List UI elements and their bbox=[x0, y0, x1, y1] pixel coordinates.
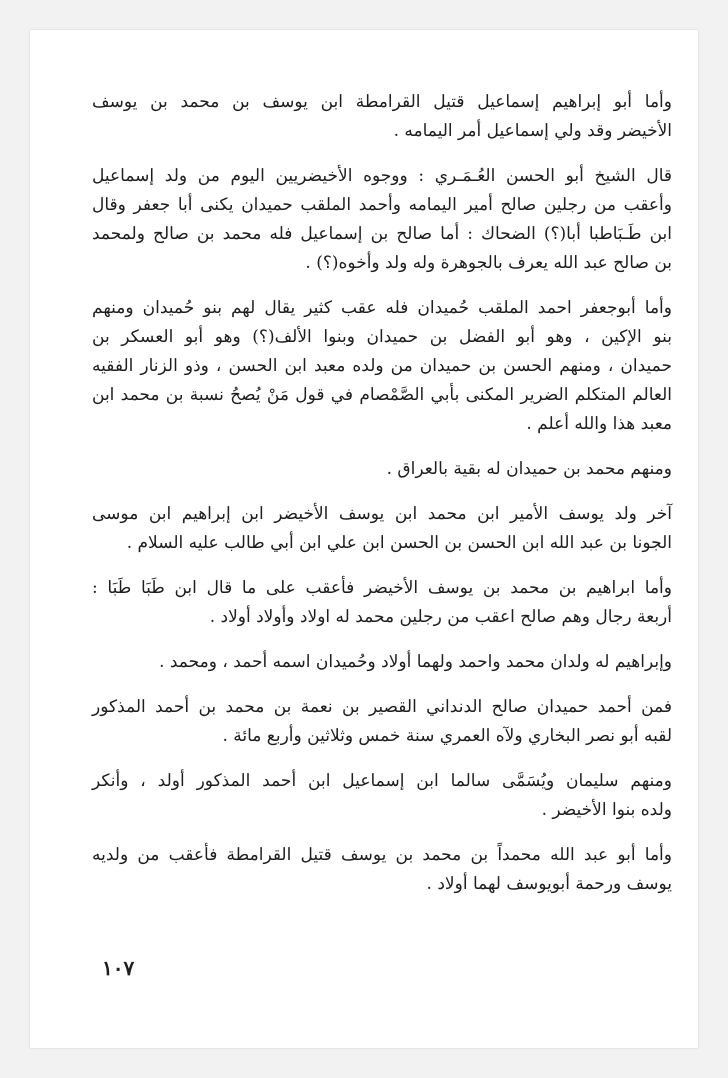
paragraph bbox=[92, 767, 672, 825]
text-line: ولده بنوا الأخيضر . bbox=[541, 800, 672, 820]
paragraph bbox=[92, 574, 672, 632]
paragraph bbox=[92, 88, 672, 146]
text-line: يوسف ورحمة أبويوسف لهما أولاد . bbox=[426, 874, 672, 894]
text-line: وأما أبوجعفر احمد الملقب حُميدان فله عقب كثير يقال لهم بنو حُميدان ومنهم bbox=[92, 298, 672, 318]
text-line: وأعقب من رجلين صالح أمير اليمامه وأحمد الملقب حميدان يكنى أبا جعفر وقال bbox=[92, 195, 672, 215]
text-line: أربعة رجال وهم صالح اعقب من رجلين محمد له اولاد وأولاد أولاد . bbox=[209, 607, 672, 627]
paragraph bbox=[92, 648, 672, 677]
text-line: معبد هذا والله أعلم . bbox=[526, 414, 672, 434]
text-line: ومنهم سليمان ويُسَمَّى سالما ابن إسماعيل ابن أحمد المذكور أولد ، وأنكر bbox=[92, 771, 672, 791]
text-line: بن صالح عبد الله يعرف بالجوهرة وله ولد وأخوه(؟) . bbox=[305, 253, 672, 273]
text-line: حميدان ، ومنهم الحسن بن حميدان من ولده معبد ابن الحسن ، وذو الزنار الفقيه bbox=[92, 356, 672, 376]
text-line: قال الشيخ أبو الحسن العُـمَـري : ووجوه الأخيضريين اليوم من ولد إسماعيل bbox=[92, 166, 672, 186]
book-page bbox=[30, 30, 698, 1048]
paragraph bbox=[92, 162, 672, 278]
text-line: وإبراهيم له ولدان محمد واحمد ولهما أولاد وحُميدان اسمه أحمد ، ومحمد . bbox=[159, 652, 672, 672]
text-line: بنو الإكين ، وهو أبو الفضل بن حميدان وبنوا الألف(؟) وهو أبو العسكر بن bbox=[92, 327, 672, 347]
text-line: الأخيضر وقد ولي إسماعيل أمر اليمامه . bbox=[393, 121, 672, 141]
text-line: ابن طَـبَاطبا أبا(؟) الضحاك : أما صالح بن إسماعيل فله محمد بن صالح ولمحمد bbox=[92, 224, 672, 244]
text-line: الجونا بن عبد الله ابن الحسن بن الحسن ابن علي ابن أبي طالب عليه السلام . bbox=[126, 533, 672, 553]
text-line: وأما أبو عبد الله محمداً بن محمد بن يوسف قتيل القرامطة فأعقب من ولديه bbox=[92, 845, 672, 865]
paragraph bbox=[92, 841, 672, 899]
text-line: آخر ولد يوسف الأمير ابن محمد ابن يوسف الأخيضر ابن إبراهيم ابن موسى bbox=[92, 504, 672, 524]
text-line: فمن أحمد حميدان صالح الدنداني القصير بن نعمة بن محمد بن أحمد المذكور bbox=[92, 697, 672, 717]
paragraph bbox=[92, 294, 672, 439]
page-number: ١٠٧ bbox=[102, 956, 135, 980]
paragraph bbox=[92, 693, 672, 751]
text-line: وأما ابراهيم بن محمد بن يوسف الأخيضر فأعقب على ما قال ابن طَبَا طَبَا : bbox=[92, 578, 672, 598]
text-line: لقبه أبو نصر البخاري ولآه العمري سنة خمس وثلاثين وأربع مائة . bbox=[222, 726, 672, 746]
text-line: العالم المتكلم الضرير المكنى بأبي الصَّمْصام في قول مَنْ يُصحُ نسبة بن محمد ابن bbox=[92, 385, 672, 405]
paragraph bbox=[92, 500, 672, 558]
text-line: ومنهم محمد بن حميدان له بقية بالعراق . bbox=[386, 459, 672, 479]
text-line: وأما أبو إبراهيم إسماعيل قتيل القرامطة ابن يوسف بن محمد بن يوسف bbox=[92, 92, 672, 112]
text-body bbox=[92, 88, 672, 915]
paragraph bbox=[92, 455, 672, 484]
